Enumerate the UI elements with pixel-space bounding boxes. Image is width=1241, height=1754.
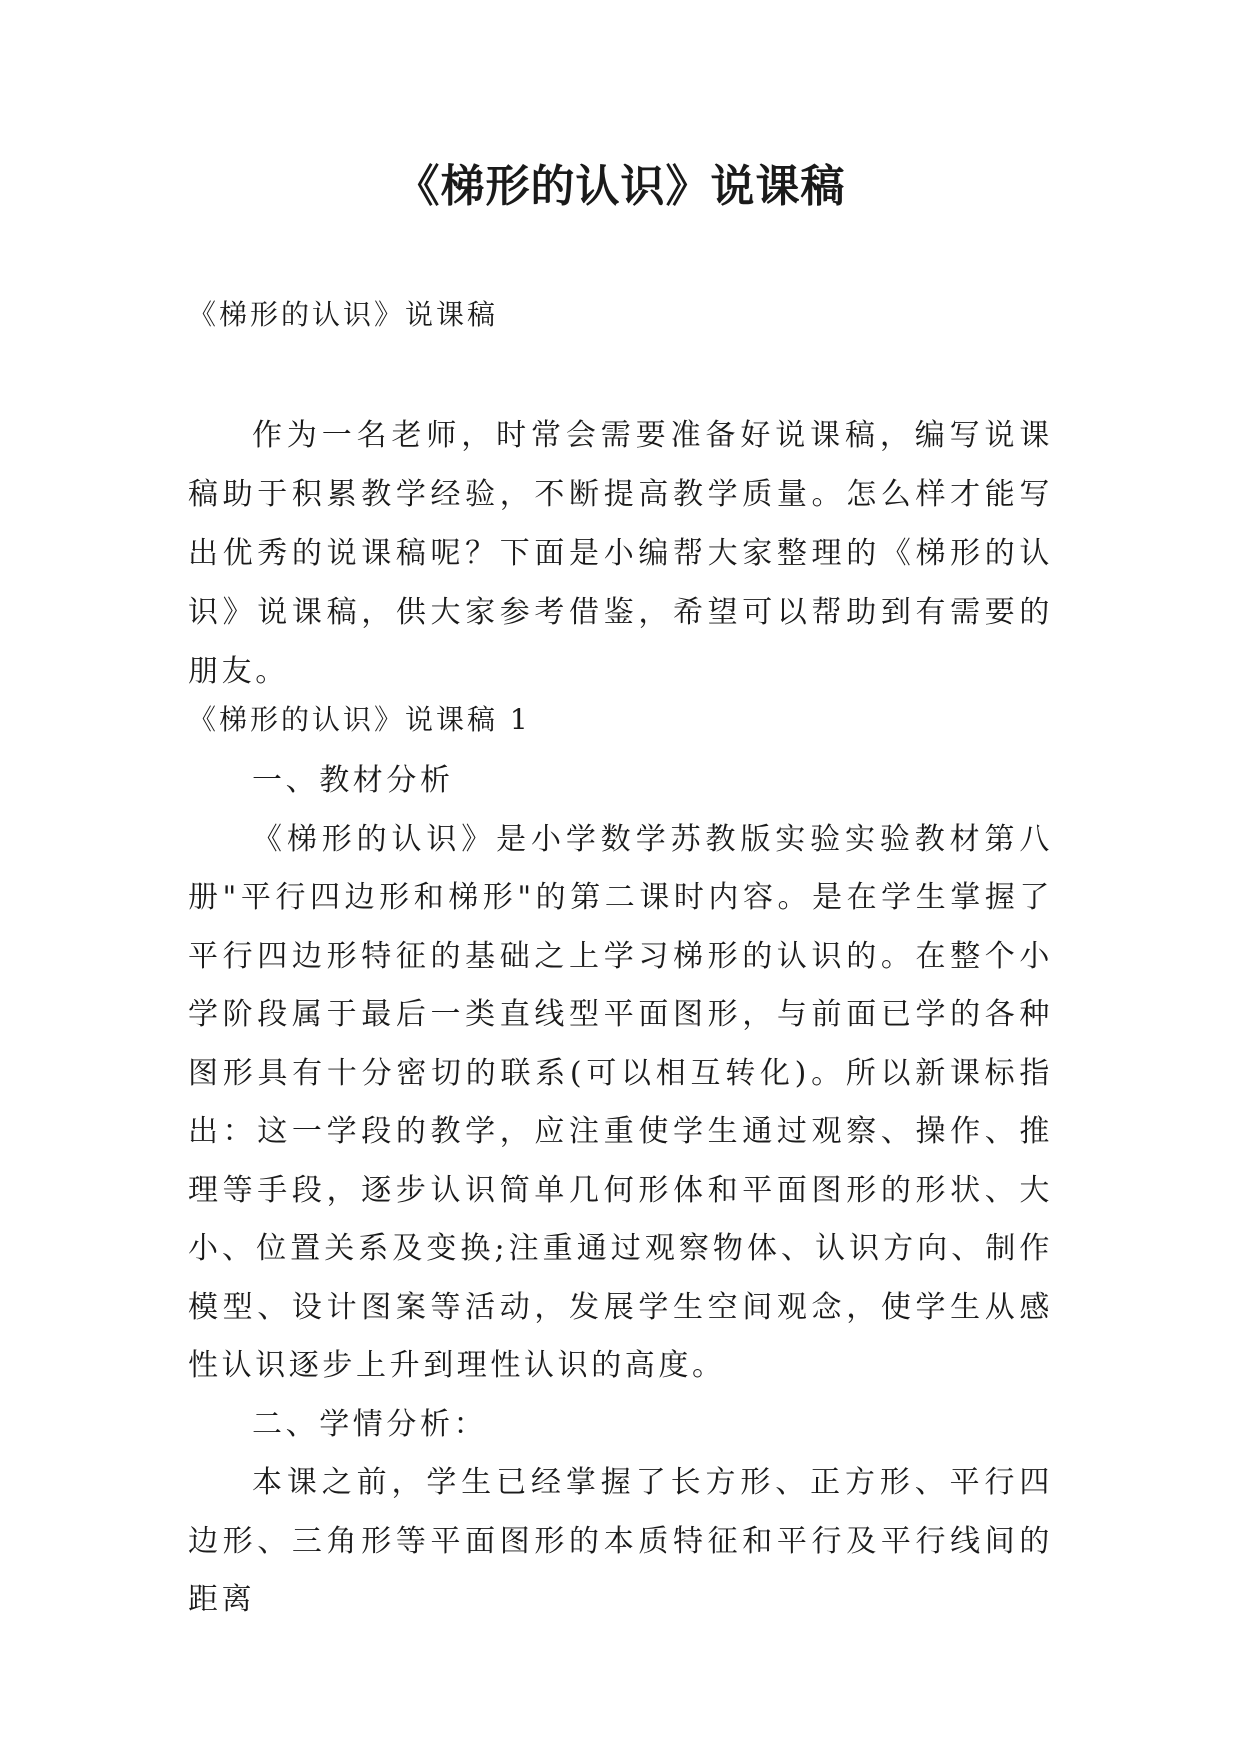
paragraph-student-analysis: 本课之前，学生已经掌握了长方形、正方形、平行四边形、三角形等平面图形的本质特征和平行及平行线间的距离 — [188, 1465, 1053, 1617]
document-subtitle: 《梯形的认识》说课稿 — [188, 298, 499, 331]
section-content — [188, 752, 1053, 1630]
heading-textbook-analysis: 一、教材分析 — [252, 763, 454, 798]
paragraph-textbook-analysis: 《梯形的认识》是小学数学苏教版实验实验教材第八册"平行四边形和梯形"的第二课时内容。是在学生掌握了平行四边形特征的基础之上学习梯形的认识的。在整个小学阶段属于最后一类直线型平面图形，与前面已学的各种图形具有十分密切的联系(可以相互转化)。所以新课标指出：这一学段的教学，应注重使学生通过观察、操作、推理等手段，逐步认识简单几何形体和平面图形的形状、大小、位置关系及变换;注重通过观察物体、认识方向、制作模型、设计图案等活动，发展学生空间观念，使学生从感性认识逐步上升到理性认识的高度。 — [188, 821, 1053, 1383]
heading-student-analysis: 二、学情分析： — [252, 1406, 488, 1442]
intro-paragraph: 作为一名老师，时常会需要准备好说课稿，编写说课稿助于积累教学经验，不断提高教学质量。怎么样才能写出优秀的说课稿呢？下面是小编帮大家整理的《梯形的认识》说课稿，供大家参考借鉴，希望可以帮助到有需要的朋友。 — [188, 418, 1053, 689]
section-heading: 《梯形的认识》说课稿 1 — [188, 703, 531, 736]
document-title: 《梯形的认识》说课稿 — [395, 161, 846, 212]
